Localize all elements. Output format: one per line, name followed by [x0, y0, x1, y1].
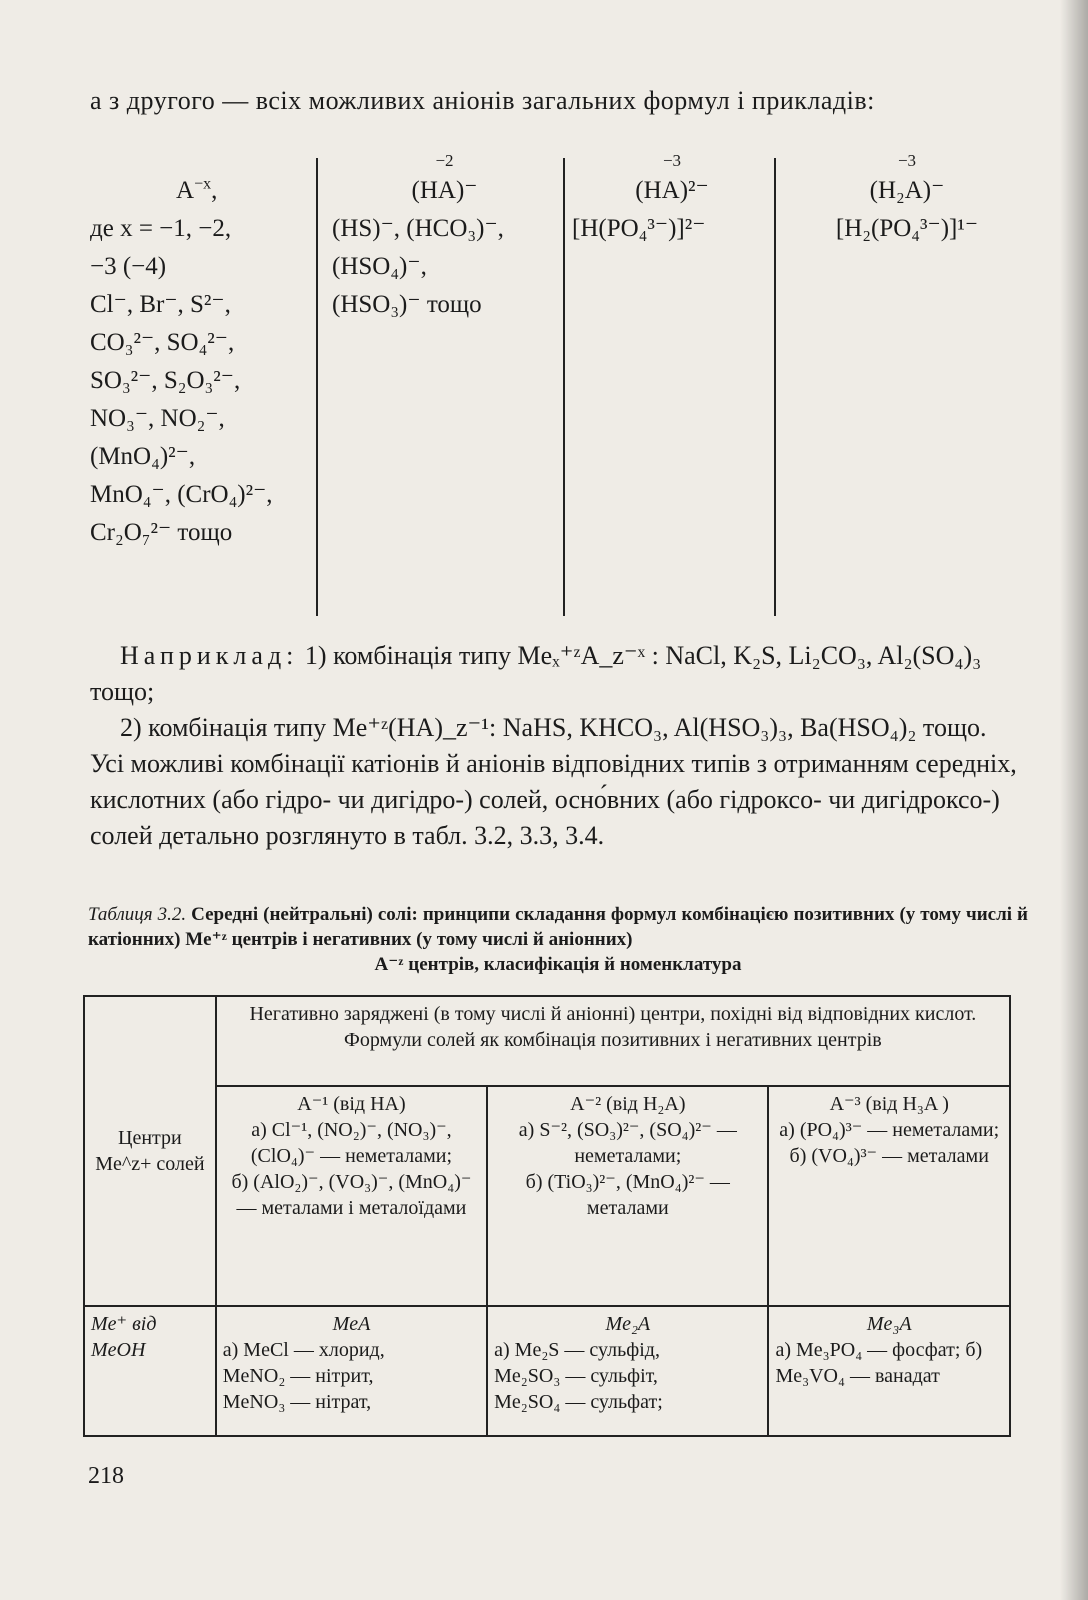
column-general-anion: [90, 172, 312, 552]
anion-example: CO₃²⁻, SO₄²⁻,: [90, 329, 235, 356]
example-word: Наприклад:: [120, 641, 299, 670]
table-header-row: [84, 996, 1010, 1086]
column-h2a-anion: [788, 151, 1026, 248]
ha2-anion-formula: −3 (HA)²⁻: [635, 151, 709, 204]
table-label: Таблиця 3.2.: [88, 904, 187, 925]
anion-columns: [88, 152, 1028, 622]
row-label-centres: Центри Me^z+ солей: [84, 996, 216, 1306]
anion-example: NO₃⁻, NO₂⁻,: [90, 405, 225, 432]
example-paragraph-2: [90, 710, 1025, 854]
anion-example: Cr₂O₇²⁻ тощо: [90, 519, 233, 546]
anion-1-cell: A⁻¹ (від HA) а) Cl⁻¹, (NO₂)⁻, (NO₃)⁻, (ClO₄)⁻ — неметалами; б) (AlO₂)⁻, (VO₃)⁻, (MnO₄)⁻ — металами і металоїдами: [216, 1086, 487, 1306]
row-label-me-plus: Me⁺ від MeOH: [84, 1306, 216, 1436]
anion-example: (HSO₃)⁻ тощо: [332, 291, 482, 318]
anion-charge-note: де x = −1, −2,: [90, 215, 232, 242]
me2-a-cell: Me₂A а) Me₂S — сульфід, Me₂SO₃ — сульфіт, Me₂SO₄ — сульфат;: [487, 1306, 768, 1436]
me3-a-cell: Me₃A а) Me₃PO₄ — фосфат; б) Me₃VO₄ — ванадат: [768, 1306, 1010, 1436]
anion-example: (HS)⁻, (HCO₃)⁻,: [332, 215, 504, 242]
table-caption: [88, 902, 1028, 977]
me-a-cell: MeA а) MeCl — хлорид, MeNO₂ — нітрит, MeNO₃ — нітрат,: [216, 1306, 487, 1436]
table-title-end: A⁻ᶻ центрів, класифікація й номенклатура: [374, 954, 742, 975]
anion-charge-note: −3 (−4): [90, 253, 167, 280]
column-ha-anion: [332, 151, 557, 324]
page-number: 218: [88, 1463, 124, 1489]
anion-3-cell: A⁻³ (від H₃A ) а) (PO₄)³⁻ — неметалами; б) (VO₄)³⁻ — металами: [768, 1086, 1010, 1306]
anion-example: Cl⁻, Br⁻, S²⁻,: [90, 291, 231, 318]
salts-table: [83, 995, 1011, 1437]
table-header-main: Негативно заряджені (в тому числі й аніонні) центри, похідні від відповідних кислот. Формули солей як комбінація позитивних і негативних центрів: [216, 996, 1010, 1086]
general-anion-formula: $A^{-x}$,: [176, 175, 218, 204]
anion-2-cell: A⁻² (від H₂A) а) S⁻², (SO₃)²⁻, (SO₄)²⁻ — неметалами; б) (TiO₃)²⁻, (MnO₄)²⁻ — металами: [487, 1086, 768, 1306]
page-edge-shadow: [1060, 0, 1088, 1600]
intro-text: а з другого — всіх можливих аніонів загальних формул і прикладів:: [90, 86, 875, 115]
column-divider: [563, 158, 565, 616]
anion-example: [H₂(PO₄³⁻)]¹⁻: [835, 215, 979, 242]
example-paragraph-1: [90, 638, 1025, 710]
anion-example: SO₃²⁻, S₂O₃²⁻,: [90, 367, 241, 394]
table-row: [84, 1306, 1010, 1436]
anion-example: (HSO₄)⁻,: [332, 253, 427, 280]
example-2-text: 2) комбінація типу Me⁺ᶻ(HA)_z⁻¹: NaHS, KHCO₃, Al(HSO₃)₃, Ba(HSO₄)₂ тощо. Усі можливі комбінації катіонів й аніонів відповідних типів з отриманням середніх, кислотних (або гідро- чи дигідро-) солей, осно́вних (або гідроксо- чи дигідроксо-) солей детально розглянуто в табл. 3.2, 3.3, 3.4.: [90, 713, 1017, 850]
column-ha2-anion: [572, 151, 772, 248]
table-row: [84, 1086, 1010, 1306]
anion-example: (MnO₄)²⁻,: [90, 443, 196, 470]
h2a-anion-formula: −3 (H₂A)⁻: [869, 151, 945, 204]
ha-anion-formula: −2 (HA)⁻: [411, 151, 478, 204]
example-1-text: 1) комбінація типу Meₓ⁺ᶻA_z⁻ˣ : NaCl, K₂S, Li₂CO₃, Al₂(SO₄)₃ тощо;: [90, 641, 982, 706]
anion-example: [H(PO₄³⁻)]²⁻: [572, 215, 706, 242]
table-title: Середні (нейтральні) солі: принципи складання формул комбінацією позитивних (у тому числі й катіонних) Me⁺ᶻ центрів і негативних (у тому числі й аніонних): [88, 904, 1028, 950]
column-divider: [774, 158, 776, 616]
anion-example: MnO₄⁻, (CrO₄)²⁻,: [90, 481, 273, 508]
column-divider: [316, 158, 318, 616]
